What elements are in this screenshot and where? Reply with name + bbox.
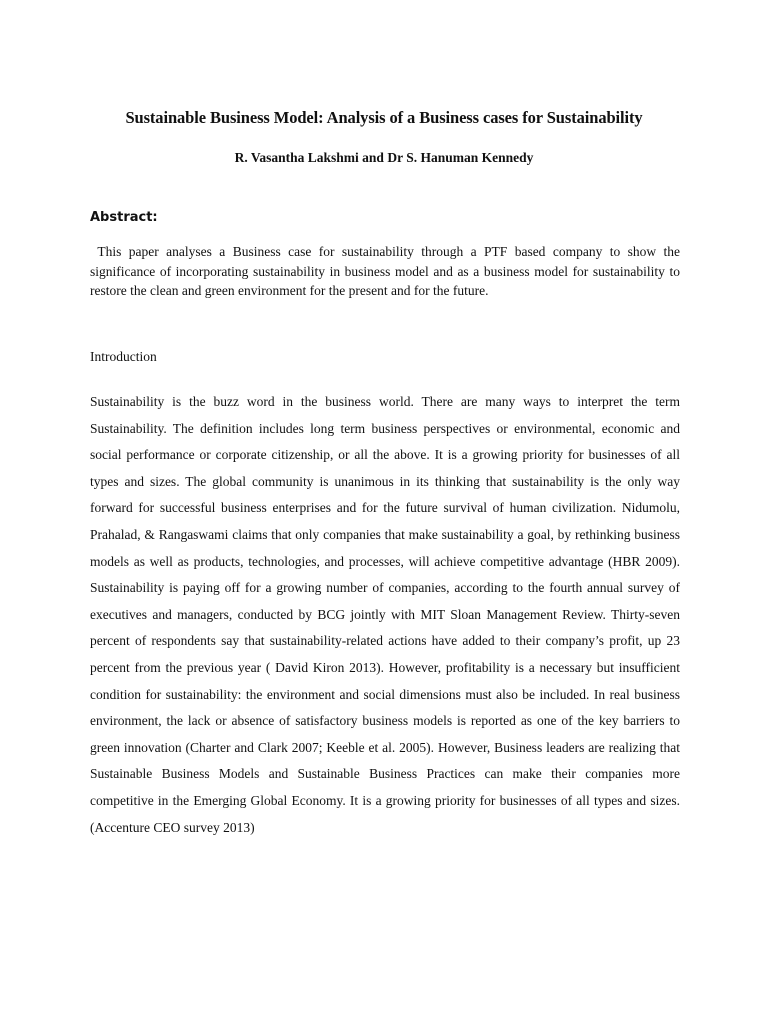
introduction-paragraph: Sustainability is the buzz word in the business world. There are many ways to interpret the term Sustainability. The definition includes long term business perspectives or environmental, economic and social performance or corporate citizenship, or all the above. It is a growing priority for businesses of all types and sizes. The global community is unanimous in its thinking that sustainability is the only way forward for successful business enterprises and for the future survival of human civilization. Nidumolu, Prahalad, & Rangaswami claims that only companies that make sustainability a goal, by rethinking business models as well as products, technologies, and processes, will achieve competitive advantage (HBR 2009). Sustainability is paying off for a growing number of companies, according to the fourth annual survey of executives and managers, conducted by BCG jointly with MIT Sloan Management Review. Thirty-seven percent of respondents say that sustainability-related actions have added to their company’s profit, up 23 percent from the previous year ( David Kiron 2013). However, profitability is a necessary but insufficient condition for sustainability: the environment and social dimensions must also be included. In real business environment, the lack or absence of satisfactory business models is reported as one of the key barriers to green innovation (Charter and Clark 2007; Keeble et al. 2005). However, Business leaders are realizing that Sustainable Business Models and Sustainable Business Practices can make their companies more competitive in the Emerging Global Economy. It is a growing priority for businesses of all types and sizes. (Accenture CEO survey 2013) <box>90 394 680 835</box>
section-heading-introduction: Introduction <box>90 349 157 364</box>
abstract-text: This paper analyses a Business case for sustainability through a PTF based company to show the significance of incorporating sustainability in business model and as a business model for sustainability to restore the clean and green environment for the present and for the future. <box>90 244 684 298</box>
paper-title: Sustainable Business Model: Analysis of a Business cases for Sustainability <box>125 108 643 127</box>
abstract-heading: Abstract: <box>90 210 158 225</box>
paper-authors: R. Vasantha Lakshmi and Dr S. Hanuman Kennedy <box>234 150 534 165</box>
